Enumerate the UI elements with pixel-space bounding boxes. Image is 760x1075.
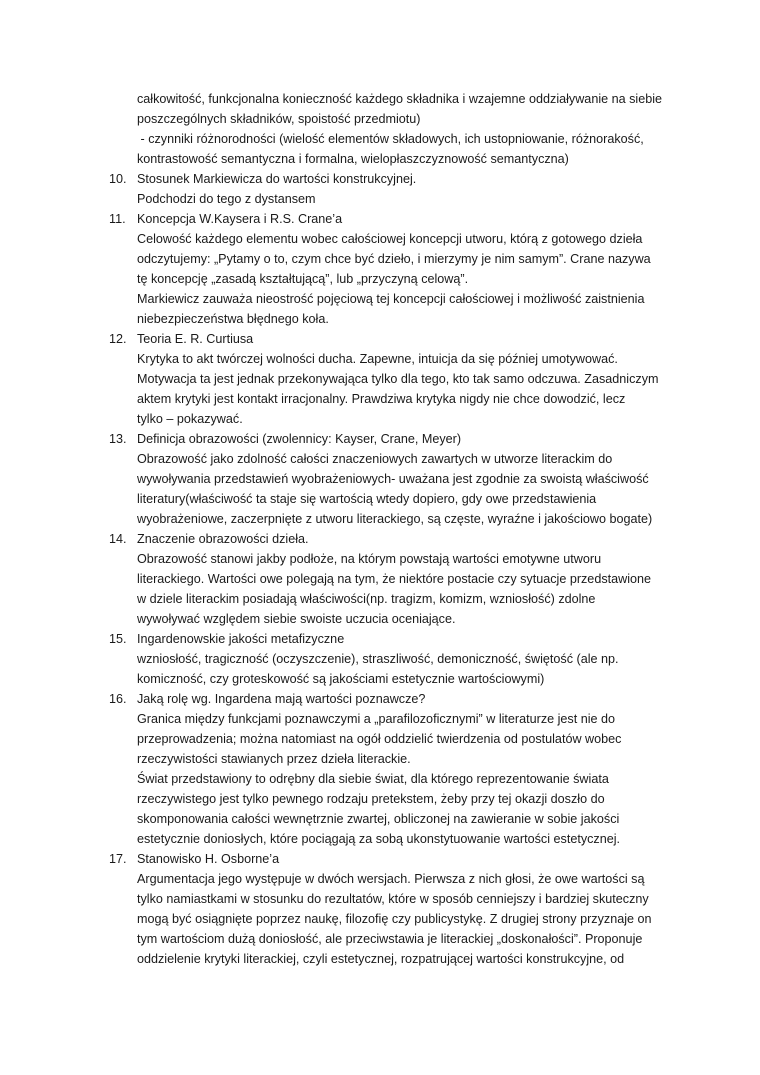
item-number: 15. [109, 632, 127, 646]
item-title: Ingardenowskie jakości metafizyczne [137, 632, 345, 646]
item-number: 11. [109, 212, 126, 226]
text-line: kontrastowość semantyczna i formalna, wielopłaszczyznowość semantyczna) [137, 152, 569, 166]
text-line: Markiewicz zauważa nieostrość pojęciową tej koncepcji całościowej i możliwość zaistnienia [137, 292, 645, 306]
text-line: odczytujemy: „Pytamy o to, czym chce być dzieło, i mierzymy je nim samym”. Crane nazywa [137, 252, 651, 266]
text-line: tę koncepcję „zasadą kształtującą”, lub „przyczyną celową”. [137, 272, 469, 286]
item-number: 12. [109, 332, 127, 346]
list-item-12 [109, 329, 689, 429]
list-item-13 [109, 429, 689, 529]
text-line: wywoływać względem siebie swoiste uczucia oceniające. [137, 612, 456, 626]
text-line: przeprowadzenia; można natomiast na ogół oddzielić twierdzenia od postulatów wobec [137, 732, 622, 746]
item-number: 17. [109, 852, 127, 866]
text-line: tym wartościom dużą doniosłość, ale przeciwstawia je literackiej „doskonałości”. Proponuje [137, 932, 643, 946]
item-title: Znaczenie obrazowości dzieła. [137, 532, 309, 546]
text-line: całkowitość, funkcjonalna konieczność każdego składnika i wzajemne oddziaływanie na siebie [137, 92, 663, 106]
item-number: 14. [109, 532, 127, 546]
text-line: tylko namiastkami w stosunku do rezultatów, które w sposób cenniejszy i bardziej skuteczny [137, 892, 649, 906]
text-line: Obrazowość jako zdolność całości znaczeniowych zawartych w utworze literackim do [137, 452, 613, 466]
text-line: komiczność, czy groteskowość są jakościami estetycznie wartościowymi) [137, 672, 545, 686]
list-item-16 [109, 689, 689, 849]
text-line: aktem krytyki jest kontakt irracjonalny. Prawdziwa krytyka nigdy nie chce dowodzić, lecz [137, 392, 626, 406]
text-line: literackiego. Wartości owe polegają na tym, że niektóre postacie czy sytuacje przedstawione [137, 572, 652, 586]
item-number: 16. [109, 692, 127, 706]
text-line: rzeczywistego jest tylko pewnego rodzaju pretekstem, żeby przy tej okazji doszło do [137, 792, 605, 806]
item-title: Koncepcja W.Kaysera i R.S. Crane’a [137, 212, 343, 226]
text-line: Krytyka to akt twórczej wolności ducha. Zapewne, intuicja da się później umotywować. [137, 352, 618, 366]
list-item-17 [109, 849, 689, 969]
list-item-14 [109, 529, 689, 629]
text-line: poszczególnych składników, spoistość przedmiotu) [137, 112, 421, 126]
item-title: Definicja obrazowości (zwolennicy: Kayser, Crane, Meyer) [137, 432, 462, 446]
item-title: Stosunek Markiewicza do wartości konstrukcyjnej. [137, 172, 417, 186]
text-line: mogą być osiągnięte poprzez naukę, filozofię czy publicystykę. Z drugiej strony przyznaje on [137, 912, 652, 926]
text-line: wywoływania przedstawień wyobrażeniowych- uważana jest zgodnie za swoistą właściwość [137, 472, 649, 486]
text-line: Granica między funkcjami poznawczymi a „parafilozoficznymi” w literaturze jest nie do [137, 712, 616, 726]
item-title: Teoria E. R. Curtiusa [137, 332, 254, 346]
text-line: skomponowania całości wewnętrznie zwartej, obliczonej na zawieranie w sobie jakości [137, 812, 620, 826]
text-line: rzeczywistości stawianych przez dzieła literackie. [137, 752, 411, 766]
text-line: tylko – pokazywać. [137, 412, 243, 426]
text-line: wzniosłość, tragiczność (oczyszczenie), straszliwość, demoniczność, świętość (ale np. [137, 652, 619, 666]
text-line: oddzielenie krytyki literackiej, czyli estetycznej, rozpatrującej wartości konstrukcyjne, od [137, 952, 625, 966]
text-line: Argumentacja jego występuje w dwóch wersjach. Pierwsza z nich głosi, że owe wartości są [137, 872, 645, 886]
text-line: - czynniki różnorodności (wielość elementów składowych, ich ustopniowanie, różnorakość, [137, 132, 644, 146]
text-line: Świat przedstawiony to odrębny dla siebie świat, dla którego reprezentowanie świata [137, 772, 609, 786]
text-line: niebezpieczeństwa błędnego koła. [137, 312, 329, 326]
continuation-paragraph [109, 89, 689, 169]
text-line: Obrazowość stanowi jakby podłoże, na którym powstają wartości emotywne utworu [137, 552, 602, 566]
text-line: Motywacja ta jest jednak przekonywająca tylko dla tego, kto tak samo odczuwa. Zasadniczym [137, 372, 659, 386]
document-body [109, 89, 689, 969]
text-line: Celowość każdego elementu wobec całościowej koncepcji utworu, którą z gotowego dzieła [137, 232, 643, 246]
item-number: 10. [109, 172, 127, 186]
text-line: estetycznie doniosłych, które pociągają za sobą ukonstytuowanie wartości estetycznej. [137, 832, 621, 846]
text-line: Podchodzi do tego z dystansem [137, 192, 316, 206]
text-line: w dziele literackim posiadają właściwości(np. tragizm, komizm, wzniosłość) zdolne [137, 592, 596, 606]
text-line: literatury(właściwość ta staje się wartością wtedy dopiero, gdy owe przedstawienia [137, 492, 597, 506]
list-item-11 [109, 209, 689, 329]
text-line: wyobrażeniowe, zaczerpnięte z utworu literackiego, są częste, wyraźne i jakościowo bogate) [137, 512, 653, 526]
list-item-15 [109, 629, 689, 689]
item-number: 13. [109, 432, 127, 446]
item-title: Stanowisko H. Osborne’a [137, 852, 280, 866]
list-item-10 [109, 169, 689, 209]
item-title: Jaką rolę wg. Ingardena mają wartości poznawcze? [137, 692, 426, 706]
